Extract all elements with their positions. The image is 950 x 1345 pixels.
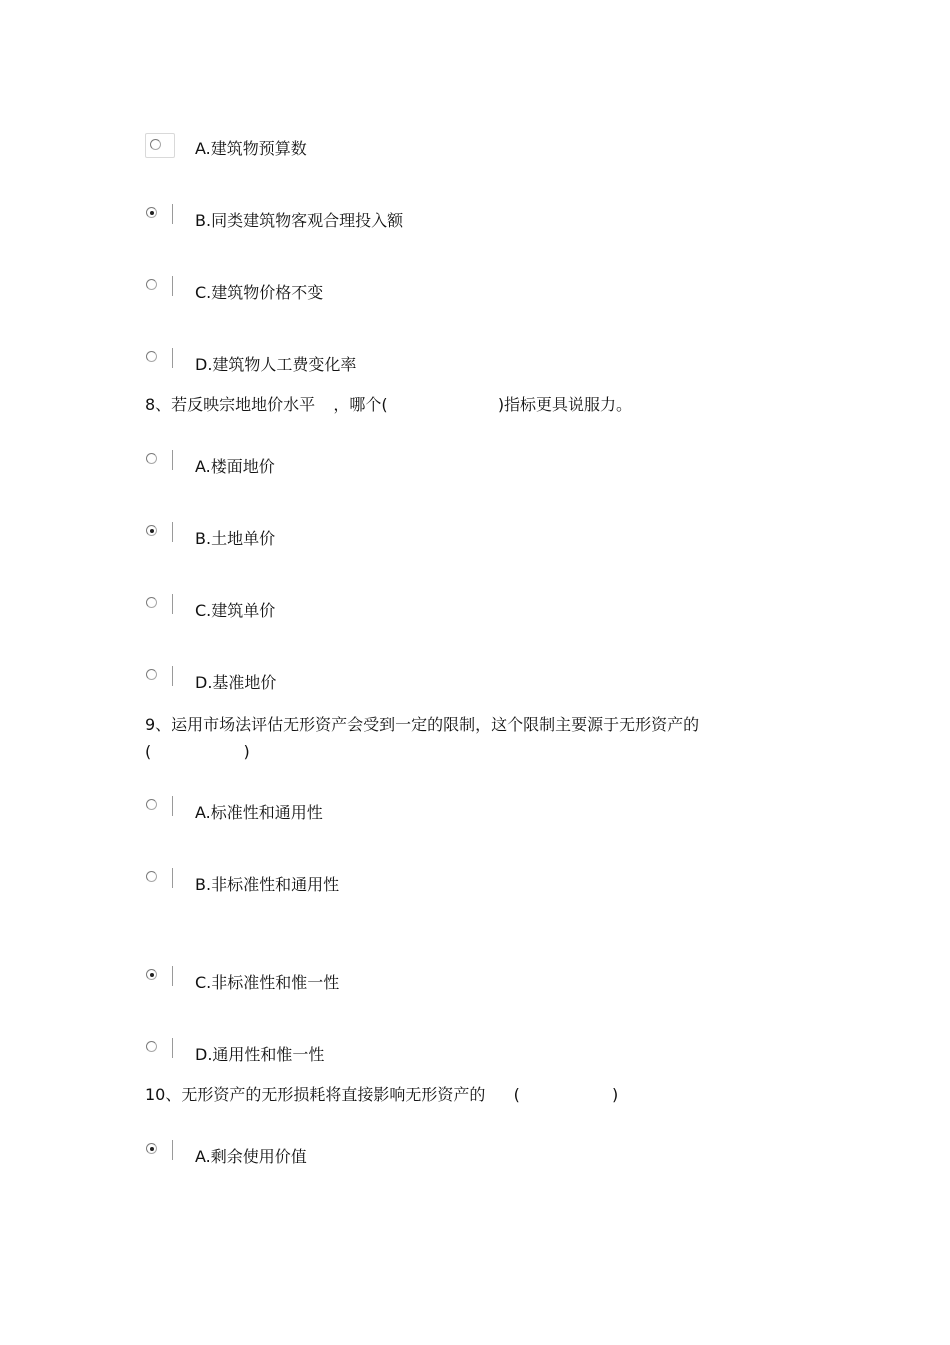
q8-option-d-label: D.基准地价 [195, 673, 277, 692]
q8-option-b-radio[interactable] [146, 525, 157, 536]
q9-paren-open: ( [145, 742, 152, 761]
option-divider [172, 204, 173, 224]
option-divider [172, 1140, 173, 1160]
q9-option-d[interactable] [145, 1041, 785, 1071]
q9-paren-close: ) [243, 742, 250, 761]
q10-option-a-radio[interactable] [146, 1143, 157, 1154]
q10-option-a[interactable] [145, 1143, 785, 1173]
q10-option-a-label: A.剩余使用价值 [195, 1147, 307, 1166]
q7-option-a[interactable] [145, 135, 785, 165]
option-divider [172, 868, 173, 888]
option-divider [172, 522, 173, 542]
option-divider [172, 276, 173, 296]
q9-option-c-label: C.非标准性和惟一性 [195, 973, 340, 992]
q9-option-a[interactable] [145, 799, 785, 829]
option-divider [172, 796, 173, 816]
q7-option-b-radio[interactable] [146, 207, 157, 218]
q7-option-c-radio[interactable] [146, 279, 157, 290]
q9-option-b-label: B.非标准性和通用性 [195, 875, 340, 894]
q8-question [145, 394, 632, 416]
option-divider [172, 450, 173, 470]
q7-option-d[interactable] [145, 351, 785, 381]
option-divider [172, 966, 173, 986]
q9-option-c[interactable] [145, 969, 785, 999]
option-divider [172, 348, 173, 368]
q8-option-c-radio[interactable] [146, 597, 157, 608]
q10-paren-close: ) [612, 1085, 619, 1104]
q8-option-d-radio[interactable] [146, 669, 157, 680]
q8-text-1: 8、若反映宗地地价水平 [145, 395, 316, 414]
q8-option-a-radio[interactable] [146, 453, 157, 464]
q9-option-b-radio[interactable] [146, 871, 157, 882]
q10-question [145, 1084, 618, 1106]
q8-option-b-label: B.土地单价 [195, 529, 276, 548]
q7-option-d-radio[interactable] [146, 351, 157, 362]
q9-option-a-radio[interactable] [146, 799, 157, 810]
q9-option-a-label: A.标准性和通用性 [195, 803, 323, 822]
q7-option-c-label: C.建筑物价格不变 [195, 283, 324, 302]
q8-text-3: )指标更具说服力。 [497, 395, 633, 414]
q9-option-b[interactable] [145, 871, 785, 901]
option-divider [172, 1038, 173, 1058]
q9-option-c-radio[interactable] [146, 969, 157, 980]
option-divider [172, 666, 173, 686]
q8-option-a-label: A.楼面地价 [195, 457, 275, 476]
option-divider [172, 594, 173, 614]
q8-option-c[interactable] [145, 597, 785, 627]
q8-option-c-label: C.建筑单价 [195, 601, 276, 620]
q8-option-d[interactable] [145, 669, 785, 699]
q7-option-d-label: D.建筑物人工费变化率 [195, 355, 357, 374]
q7-option-a-label: A.建筑物预算数 [195, 139, 307, 158]
q9-question-line1: 9、运用市场法评估无形资产会受到一定的限制，这个限制主要源于无形资产的 [145, 715, 700, 734]
q9-option-d-radio[interactable] [146, 1041, 157, 1052]
q9-question-line2 [145, 741, 250, 763]
q8-option-b[interactable] [145, 525, 785, 555]
q8-option-a[interactable] [145, 453, 785, 483]
q8-text-2: ，哪个( [333, 395, 388, 414]
q10-text: 10、无形资产的无形损耗将直接影响无形资产的 [145, 1085, 486, 1104]
q7-option-b-label: B.同类建筑物客观合理投入额 [195, 211, 404, 230]
q7-option-a-radio[interactable] [145, 133, 175, 158]
q10-paren-open: ( [513, 1085, 520, 1104]
q7-option-c[interactable] [145, 279, 785, 309]
q7-option-b[interactable] [145, 207, 785, 237]
q9-option-d-label: D.通用性和惟一性 [195, 1045, 325, 1064]
